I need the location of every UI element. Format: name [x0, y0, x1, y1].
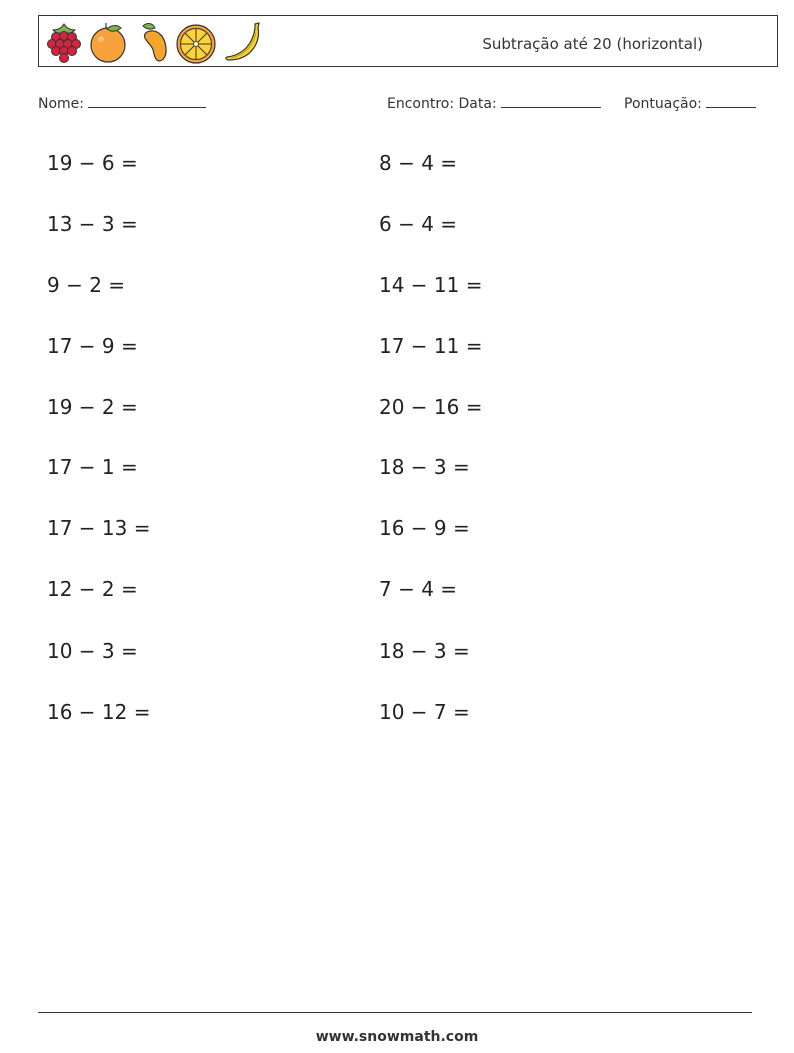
problem-left-7: 17 − 13 = — [47, 516, 151, 540]
problem-left-3: 9 − 2 = — [47, 273, 126, 297]
problem-left-2: 13 − 3 = — [47, 212, 138, 236]
problem-left-10: 16 − 12 = — [47, 700, 151, 724]
problem-left-4: 17 − 9 = — [47, 334, 138, 358]
raspberry-icon — [43, 20, 85, 64]
problem-right-6: 18 − 3 = — [379, 455, 470, 479]
problem-right-4: 17 − 11 = — [379, 334, 483, 358]
mango-icon — [133, 20, 175, 64]
problem-left-9: 10 − 3 = — [47, 639, 138, 663]
problem-left-5: 19 − 2 = — [47, 395, 138, 419]
name-field — [38, 94, 206, 112]
problem-right-10: 10 − 7 = — [379, 700, 470, 724]
banana-icon — [221, 20, 263, 64]
meeting-date-label: Encontro: Data: — [387, 96, 497, 112]
meeting-date-field — [387, 94, 601, 112]
problem-right-1: 8 − 4 = — [379, 151, 458, 175]
name-blank-line[interactable] — [88, 94, 206, 108]
problem-right-3: 14 − 11 = — [379, 273, 483, 297]
date-blank-line[interactable] — [501, 94, 601, 108]
score-field — [624, 94, 756, 112]
problem-right-8: 7 − 4 = — [379, 577, 458, 601]
problem-left-1: 19 − 6 = — [47, 151, 138, 175]
worksheet-header — [38, 15, 778, 67]
footer-website-link[interactable]: www.snowmath.com — [315, 1029, 479, 1045]
problem-left-8: 12 − 2 = — [47, 577, 138, 601]
problem-left-6: 17 − 1 = — [47, 455, 138, 479]
problem-right-5: 20 − 16 = — [379, 395, 483, 419]
footer-divider — [38, 1012, 752, 1013]
orange-icon — [87, 20, 129, 64]
score-label: Pontuação: — [624, 96, 702, 112]
orange-slice-icon — [175, 20, 217, 64]
problem-right-9: 18 − 3 = — [379, 639, 470, 663]
worksheet-title: Subtração até 20 (horizontal) — [482, 35, 703, 53]
score-blank-line[interactable] — [706, 94, 756, 108]
problem-right-7: 16 − 9 = — [379, 516, 470, 540]
name-label: Nome: — [38, 96, 85, 112]
problem-right-2: 6 − 4 = — [379, 212, 458, 236]
